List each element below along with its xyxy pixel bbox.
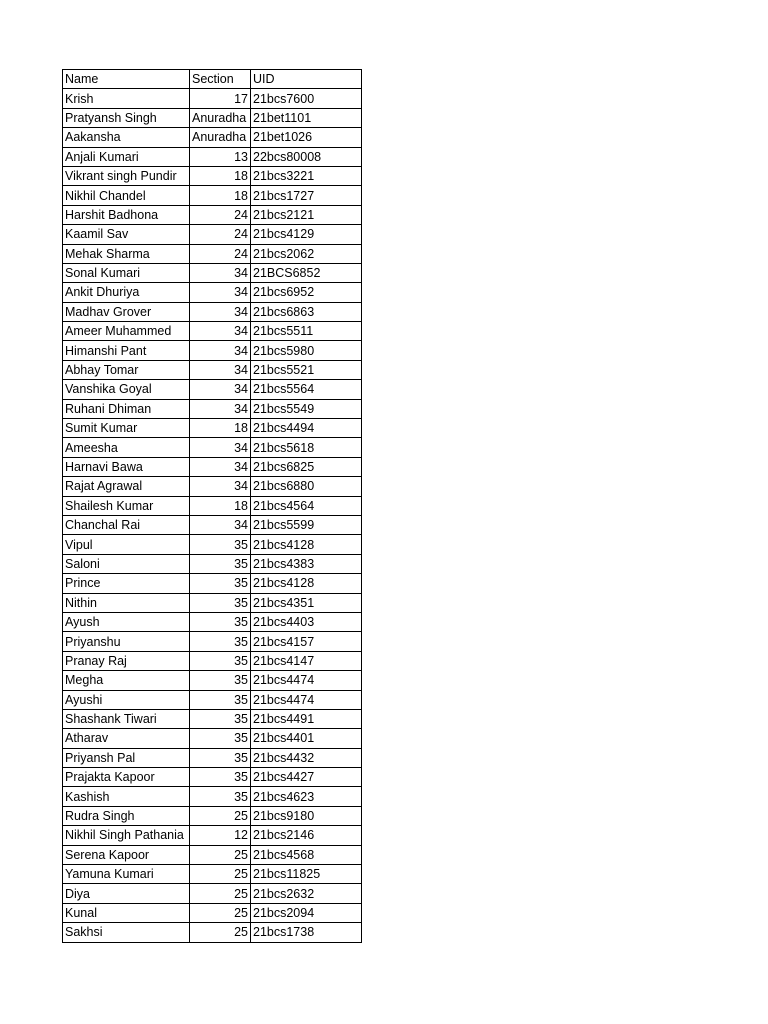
name-cell: Krish bbox=[63, 89, 190, 108]
section-cell: 34 bbox=[190, 477, 251, 496]
uid-cell: 21bcs4383 bbox=[251, 554, 362, 573]
section-cell: 18 bbox=[190, 186, 251, 205]
table-row bbox=[63, 593, 362, 612]
name-cell: Abhay Tomar bbox=[63, 360, 190, 379]
section-cell: 34 bbox=[190, 438, 251, 457]
table-row bbox=[63, 651, 362, 670]
section-cell: 34 bbox=[190, 322, 251, 341]
uid-cell: 21bcs3221 bbox=[251, 166, 362, 185]
uid-cell: 21bcs5599 bbox=[251, 515, 362, 534]
name-cell: Harnavi Bawa bbox=[63, 457, 190, 476]
table-row bbox=[63, 535, 362, 554]
table-row bbox=[63, 147, 362, 166]
student-table bbox=[62, 69, 362, 943]
header-uid: UID bbox=[251, 70, 362, 89]
uid-cell: 21bcs4401 bbox=[251, 729, 362, 748]
uid-cell: 21bcs4568 bbox=[251, 845, 362, 864]
name-cell: Kaamil Sav bbox=[63, 225, 190, 244]
name-cell: Atharav bbox=[63, 729, 190, 748]
uid-cell: 21bcs6880 bbox=[251, 477, 362, 496]
table-row bbox=[63, 380, 362, 399]
table-row bbox=[63, 845, 362, 864]
uid-cell: 21bcs6952 bbox=[251, 283, 362, 302]
section-cell: 25 bbox=[190, 884, 251, 903]
section-cell: 25 bbox=[190, 806, 251, 825]
name-cell: Chanchal Rai bbox=[63, 515, 190, 534]
name-cell: Himanshi Pant bbox=[63, 341, 190, 360]
table-row bbox=[63, 89, 362, 108]
section-cell: 24 bbox=[190, 225, 251, 244]
uid-cell: 21bcs4128 bbox=[251, 535, 362, 554]
name-cell: Nikhil Chandel bbox=[63, 186, 190, 205]
table-row bbox=[63, 574, 362, 593]
table-row bbox=[63, 826, 362, 845]
name-cell: Sonal Kumari bbox=[63, 263, 190, 282]
section-cell: 35 bbox=[190, 535, 251, 554]
name-cell: Ruhani Dhiman bbox=[63, 399, 190, 418]
section-cell: 25 bbox=[190, 845, 251, 864]
header-section: Section bbox=[190, 70, 251, 89]
section-cell: 34 bbox=[190, 457, 251, 476]
name-cell: Anjali Kumari bbox=[63, 147, 190, 166]
uid-cell: 21bcs4474 bbox=[251, 671, 362, 690]
table-row bbox=[63, 360, 362, 379]
uid-cell: 21bcs5549 bbox=[251, 399, 362, 418]
table-row bbox=[63, 341, 362, 360]
table-row bbox=[63, 108, 362, 127]
uid-cell: 21bcs2121 bbox=[251, 205, 362, 224]
name-cell: Vikrant singh Pundir bbox=[63, 166, 190, 185]
name-cell: Priyanshu bbox=[63, 632, 190, 651]
table-row bbox=[63, 748, 362, 767]
uid-cell: 21BCS6852 bbox=[251, 263, 362, 282]
section-cell: 35 bbox=[190, 787, 251, 806]
uid-cell: 21bcs1727 bbox=[251, 186, 362, 205]
table-row bbox=[63, 787, 362, 806]
uid-cell: 21bcs6825 bbox=[251, 457, 362, 476]
section-cell: 35 bbox=[190, 768, 251, 787]
uid-cell: 21bcs6863 bbox=[251, 302, 362, 321]
name-cell: Kunal bbox=[63, 903, 190, 922]
name-cell: Kashish bbox=[63, 787, 190, 806]
table-row bbox=[63, 322, 362, 341]
section-cell: 35 bbox=[190, 651, 251, 670]
table-row bbox=[63, 205, 362, 224]
uid-cell: 21bcs4351 bbox=[251, 593, 362, 612]
table-row bbox=[63, 438, 362, 457]
table-row bbox=[63, 302, 362, 321]
name-cell: Shailesh Kumar bbox=[63, 496, 190, 515]
table-row bbox=[63, 671, 362, 690]
name-cell: Rajat Agrawal bbox=[63, 477, 190, 496]
section-cell: 35 bbox=[190, 709, 251, 728]
section-cell: 35 bbox=[190, 748, 251, 767]
uid-cell: 21bcs11825 bbox=[251, 865, 362, 884]
table-row bbox=[63, 923, 362, 942]
section-cell: 25 bbox=[190, 865, 251, 884]
section-cell: 35 bbox=[190, 671, 251, 690]
section-cell: 35 bbox=[190, 554, 251, 573]
table-row bbox=[63, 865, 362, 884]
uid-cell: 21bcs4432 bbox=[251, 748, 362, 767]
uid-cell: 21bcs4623 bbox=[251, 787, 362, 806]
name-cell: Yamuna Kumari bbox=[63, 865, 190, 884]
section-cell: 24 bbox=[190, 244, 251, 263]
uid-cell: 21bcs1738 bbox=[251, 923, 362, 942]
name-cell: Rudra Singh bbox=[63, 806, 190, 825]
section-cell: 17 bbox=[190, 89, 251, 108]
name-cell: Sumit Kumar bbox=[63, 419, 190, 438]
uid-cell: 21bcs2094 bbox=[251, 903, 362, 922]
section-cell: 35 bbox=[190, 690, 251, 709]
table-row bbox=[63, 457, 362, 476]
uid-cell: 21bcs2632 bbox=[251, 884, 362, 903]
uid-cell: 21bcs4129 bbox=[251, 225, 362, 244]
section-cell: 25 bbox=[190, 903, 251, 922]
name-cell: Harshit Badhona bbox=[63, 205, 190, 224]
uid-cell: 21bet1101 bbox=[251, 108, 362, 127]
uid-cell: 21bcs5980 bbox=[251, 341, 362, 360]
name-cell: Pranay Raj bbox=[63, 651, 190, 670]
name-cell: Madhav Grover bbox=[63, 302, 190, 321]
section-cell: 34 bbox=[190, 360, 251, 379]
uid-cell: 21bcs4427 bbox=[251, 768, 362, 787]
table-row bbox=[63, 477, 362, 496]
uid-cell: 21bcs4474 bbox=[251, 690, 362, 709]
name-cell: Ameer Muhammed bbox=[63, 322, 190, 341]
header-name: Name bbox=[63, 70, 190, 89]
name-cell: Prajakta Kapoor bbox=[63, 768, 190, 787]
uid-cell: 21bcs4491 bbox=[251, 709, 362, 728]
name-cell: Vipul bbox=[63, 535, 190, 554]
section-cell: 34 bbox=[190, 380, 251, 399]
uid-cell: 21bcs4403 bbox=[251, 612, 362, 631]
section-cell: Anuradha bbox=[190, 128, 251, 147]
section-cell: 24 bbox=[190, 205, 251, 224]
uid-cell: 21bcs5564 bbox=[251, 380, 362, 399]
table-row bbox=[63, 225, 362, 244]
name-cell: Diya bbox=[63, 884, 190, 903]
section-cell: 34 bbox=[190, 302, 251, 321]
uid-cell: 21bcs2146 bbox=[251, 826, 362, 845]
uid-cell: 21bcs9180 bbox=[251, 806, 362, 825]
section-cell: 34 bbox=[190, 341, 251, 360]
table-row bbox=[63, 729, 362, 748]
table-row bbox=[63, 554, 362, 573]
table-body bbox=[63, 70, 362, 943]
uid-cell: 21bet1026 bbox=[251, 128, 362, 147]
section-cell: 35 bbox=[190, 574, 251, 593]
section-cell: 34 bbox=[190, 399, 251, 418]
uid-cell: 21bcs5618 bbox=[251, 438, 362, 457]
name-cell: Mehak Sharma bbox=[63, 244, 190, 263]
uid-cell: 21bcs5511 bbox=[251, 322, 362, 341]
table-row bbox=[63, 884, 362, 903]
table-row bbox=[63, 399, 362, 418]
uid-cell: 21bcs4128 bbox=[251, 574, 362, 593]
name-cell: Serena Kapoor bbox=[63, 845, 190, 864]
name-cell: Ankit Dhuriya bbox=[63, 283, 190, 302]
table-row bbox=[63, 612, 362, 631]
uid-cell: 21bcs4147 bbox=[251, 651, 362, 670]
table-row bbox=[63, 166, 362, 185]
table-row bbox=[63, 768, 362, 787]
section-cell: 18 bbox=[190, 496, 251, 515]
name-cell: Nithin bbox=[63, 593, 190, 612]
table-row bbox=[63, 128, 362, 147]
table-row bbox=[63, 903, 362, 922]
name-cell: Ayushi bbox=[63, 690, 190, 709]
section-cell: 34 bbox=[190, 283, 251, 302]
name-cell: Priyansh Pal bbox=[63, 748, 190, 767]
section-cell: 34 bbox=[190, 263, 251, 282]
section-cell: 34 bbox=[190, 515, 251, 534]
table-row bbox=[63, 186, 362, 205]
uid-cell: 22bcs80008 bbox=[251, 147, 362, 166]
uid-cell: 21bcs4494 bbox=[251, 419, 362, 438]
section-cell: 25 bbox=[190, 923, 251, 942]
section-cell: 35 bbox=[190, 729, 251, 748]
section-cell: 35 bbox=[190, 612, 251, 631]
uid-cell: 21bcs5521 bbox=[251, 360, 362, 379]
name-cell: Aakansha bbox=[63, 128, 190, 147]
name-cell: Pratyansh Singh bbox=[63, 108, 190, 127]
table-row bbox=[63, 806, 362, 825]
table-row bbox=[63, 283, 362, 302]
table-row bbox=[63, 709, 362, 728]
name-cell: Prince bbox=[63, 574, 190, 593]
section-cell: 18 bbox=[190, 419, 251, 438]
section-cell: Anuradha bbox=[190, 108, 251, 127]
table-row bbox=[63, 690, 362, 709]
table-row bbox=[63, 244, 362, 263]
section-cell: 13 bbox=[190, 147, 251, 166]
name-cell: Shashank Tiwari bbox=[63, 709, 190, 728]
header-row bbox=[63, 70, 362, 89]
uid-cell: 21bcs2062 bbox=[251, 244, 362, 263]
table-row bbox=[63, 496, 362, 515]
uid-cell: 21bcs7600 bbox=[251, 89, 362, 108]
section-cell: 35 bbox=[190, 593, 251, 612]
name-cell: Ayush bbox=[63, 612, 190, 631]
name-cell: Sakhsi bbox=[63, 923, 190, 942]
name-cell: Saloni bbox=[63, 554, 190, 573]
table-row bbox=[63, 263, 362, 282]
uid-cell: 21bcs4157 bbox=[251, 632, 362, 651]
section-cell: 18 bbox=[190, 166, 251, 185]
section-cell: 12 bbox=[190, 826, 251, 845]
table-row bbox=[63, 515, 362, 534]
name-cell: Megha bbox=[63, 671, 190, 690]
name-cell: Ameesha bbox=[63, 438, 190, 457]
uid-cell: 21bcs4564 bbox=[251, 496, 362, 515]
section-cell: 35 bbox=[190, 632, 251, 651]
name-cell: Nikhil Singh Pathania bbox=[63, 826, 190, 845]
table-row bbox=[63, 632, 362, 651]
name-cell: Vanshika Goyal bbox=[63, 380, 190, 399]
table-row bbox=[63, 419, 362, 438]
